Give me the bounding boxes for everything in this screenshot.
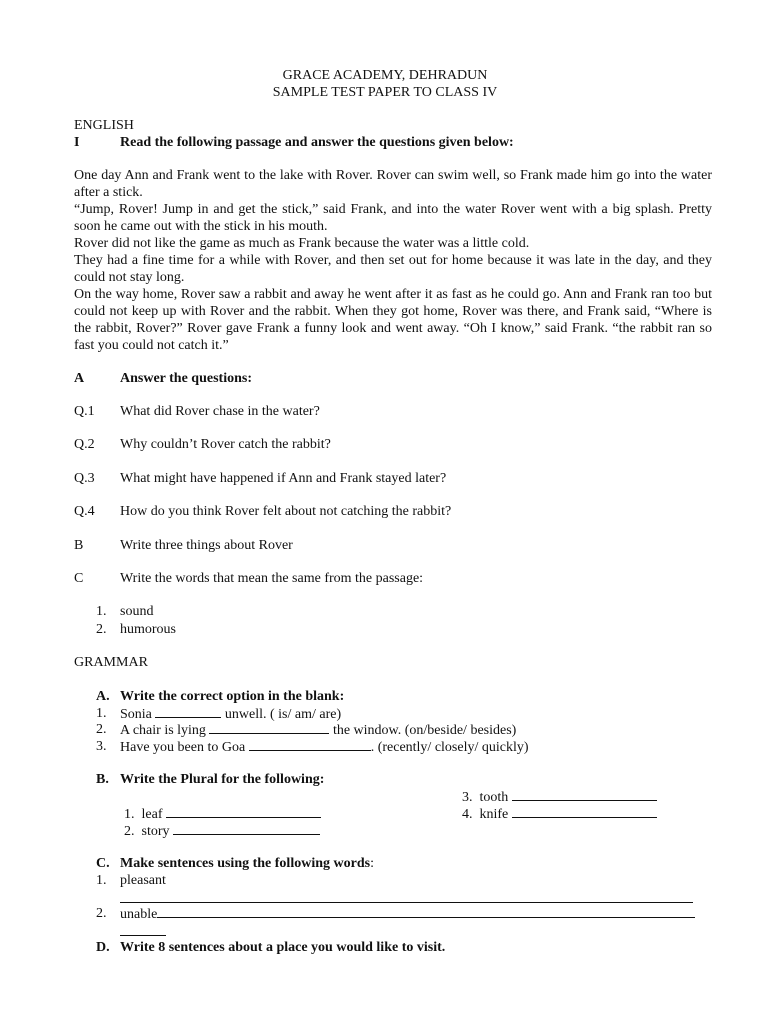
- question-text: Why couldn’t Rover catch the rabbit?: [120, 437, 331, 452]
- plural-item: [462, 805, 657, 823]
- section-instruction: Read the following passage and answer the questions given below:: [120, 135, 514, 150]
- part-d-label: D.: [96, 940, 110, 955]
- blank-item-suffix: the window. (on/beside/ besides): [332, 723, 517, 738]
- question-number: Q.4: [74, 504, 95, 519]
- list-number: 3.: [462, 790, 473, 805]
- word-item: humorous: [120, 622, 176, 637]
- section-number: I: [74, 135, 80, 150]
- question-number: Q.1: [74, 404, 95, 419]
- plural-word: story: [141, 824, 170, 839]
- passage-paragraph: They had a fine time for a while with Rover, and then set out for home because it was late in the day, and they could not stay long.: [74, 253, 712, 285]
- part-a-label: A.: [96, 689, 110, 704]
- question-text: What might have happened if Ann and Frank stayed later?: [120, 471, 447, 486]
- answer-blank[interactable]: [512, 805, 657, 818]
- part-c-colon: :: [370, 856, 374, 871]
- part-c-heading: [120, 855, 374, 872]
- answer-line[interactable]: [120, 922, 166, 936]
- question-number: Q.2: [74, 437, 95, 452]
- plural-item: [462, 788, 657, 806]
- sentence-word: unable: [120, 907, 158, 922]
- sentence-item: [120, 905, 695, 923]
- school-name: GRACE ACADEMY, DEHRADUN: [282, 68, 488, 83]
- part-c-title: Make sentences using the following words: [120, 856, 371, 871]
- list-number: 1.: [96, 706, 107, 721]
- section-b-label: B: [74, 538, 84, 553]
- list-number: 4.: [462, 807, 473, 822]
- section-a-title: Answer the questions:: [120, 371, 252, 386]
- plural-word: leaf: [141, 807, 163, 822]
- grammar-title: GRAMMAR: [74, 655, 148, 670]
- plural-item: [124, 822, 320, 840]
- passage-paragraph: One day Ann and Frank went to the lake with Rover. Rover can swim well, so Frank made him go into the water after a stick.: [74, 168, 712, 200]
- list-number: 1.: [96, 873, 107, 888]
- answer-line[interactable]: [157, 905, 695, 918]
- blank-item-prefix: Sonia: [120, 707, 152, 722]
- passage-paragraph: On the way home, Rover saw a rabbit and away he went after it as fast as he could go. Ann and Frank ran too but could not keep up with Rover and the rabbit. When they got home, Rover was there, and Frank said, “Where is the rabbit, Rover?” Rover gave Frank a funny look and went away. “Oh I know,” said Frank. “the rabbit ran so fast you could not catch it.”: [74, 287, 712, 353]
- sentence-word: pleasant: [120, 873, 166, 888]
- list-number: 1.: [96, 604, 107, 619]
- list-number: 2.: [124, 824, 135, 839]
- section-a-label: A: [74, 371, 85, 386]
- answer-blank[interactable]: [155, 705, 221, 718]
- question-text: How do you think Rover felt about not catching the rabbit?: [120, 504, 452, 519]
- list-number: 2.: [96, 622, 107, 637]
- list-number: 2.: [96, 906, 107, 921]
- blank-item-suffix: unwell. ( is/ am/ are): [224, 707, 342, 722]
- question-text: What did Rover chase in the water?: [120, 404, 320, 419]
- question-number: Q.3: [74, 471, 95, 486]
- passage-paragraph: “Jump, Rover! Jump in and get the stick,” said Frank, and into the water Rover went with a big splash. Pretty soon he came out with the stick in his mouth.: [74, 202, 712, 234]
- plural-word: knife: [479, 807, 509, 822]
- section-b-text: Write three things about Rover: [120, 538, 293, 553]
- part-d-title: Write 8 sentences about a place you would like to visit.: [120, 940, 446, 955]
- section-c-label: C: [74, 571, 84, 586]
- list-number: 1.: [124, 807, 135, 822]
- answer-blank[interactable]: [249, 738, 371, 751]
- blank-item: [120, 738, 529, 756]
- blank-item-prefix: Have you been to Goa: [120, 740, 246, 755]
- blank-item-prefix: A chair is lying: [120, 723, 206, 738]
- plural-word: tooth: [479, 790, 509, 805]
- answer-blank[interactable]: [512, 788, 657, 801]
- plural-item: [124, 805, 321, 823]
- list-number: 3.: [96, 739, 107, 754]
- blank-item: [120, 721, 516, 739]
- answer-line[interactable]: [120, 889, 693, 903]
- part-b-label: B.: [96, 772, 109, 787]
- answer-blank[interactable]: [166, 805, 321, 818]
- part-c-label: C.: [96, 856, 110, 871]
- paper-title: SAMPLE TEST PAPER TO CLASS IV: [272, 85, 498, 100]
- answer-blank[interactable]: [209, 721, 329, 734]
- part-b-title: Write the Plural for the following:: [120, 772, 325, 787]
- answer-blank[interactable]: [173, 822, 320, 835]
- part-a-title: Write the correct option in the blank:: [120, 689, 345, 704]
- section-c-text: Write the words that mean the same from the passage:: [120, 571, 424, 586]
- passage-paragraph: Rover did not like the game as much as Frank because the water was a little cold.: [74, 236, 530, 251]
- word-item: sound: [120, 604, 154, 619]
- subject-label: ENGLISH: [74, 118, 134, 133]
- blank-item-suffix: . (recently/ closely/ quickly): [370, 740, 529, 755]
- passage: [74, 167, 712, 354]
- list-number: 2.: [96, 722, 107, 737]
